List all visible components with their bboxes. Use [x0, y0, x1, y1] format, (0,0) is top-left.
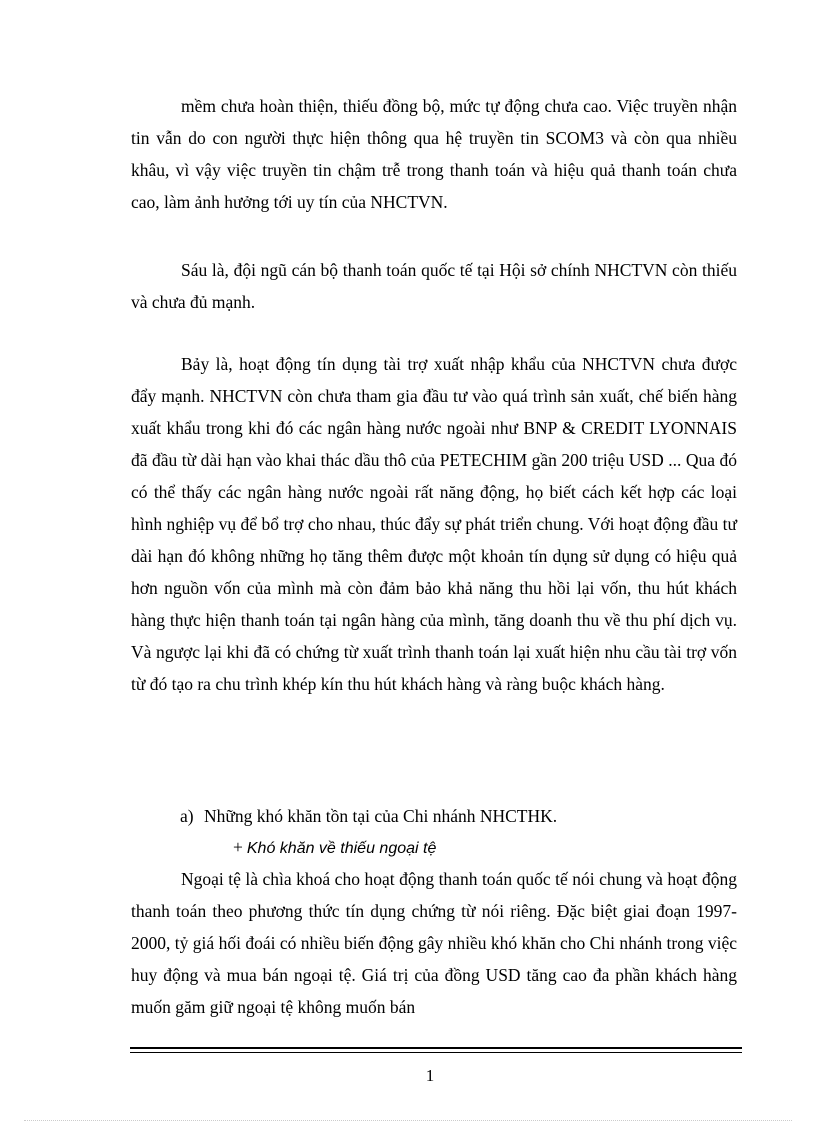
plus-marker: + [233, 837, 243, 857]
heading-text: Những khó khăn tồn tại của Chi nhánh NHCTHK. [204, 806, 558, 826]
sub-heading-ngoai-te [233, 831, 436, 865]
section-heading-a [180, 800, 557, 832]
sub-heading-text: Khó khăn về thiếu ngoại tệ [246, 840, 437, 857]
paragraph-sau-la [131, 254, 737, 318]
paragraph-text: Bảy là, hoạt động tín dụng tài trợ xuất nhập khẩu của NHCTVN chưa được đẩy mạnh. NHCTVN còn chưa tham gia đầu tư vào quá trình sản xuất, chế biến hàng xuất khẩu trong khi đó các ngân hàng nước ngoài như BNP & CREDIT LYONNAIS đã đầu từ dài hạn vào khai thác dầu thô của PETECHIM gần 200 triệu USD ... Qua đó có thể thấy các ngân hàng nước ngoài rất năng động, họ biết cách kết hợp các loại hình nghiệp vụ để bổ trợ cho nhau, thúc đẩy sự phát triển chung. Với hoạt động đầu tư dài hạn đó không những họ tăng thêm được một khoản tín dụng sử dụng có hiệu quả hơn nguồn vốn của mình mà còn đảm bảo khả năng thu hồi lại vốn, thu hút khách hàng thực hiện thanh toán tại ngân hàng của mình, tăng doanh thu về thu phí dịch vụ. Và ngược lại khi đã có chứng từ xuất trình thanh toán lại xuất hiện nhu cầu tài trợ vốn từ đó tạo ra chu trình khép kín thu hút khách hàng và ràng buộc khách hàng. [131, 354, 737, 694]
footer-double-rule [130, 1047, 742, 1053]
paragraph-text: Sáu là, đội ngũ cán bộ thanh toán quốc tế tại Hội sở chính NHCTVN còn thiếu và chưa đủ mạnh. [131, 260, 737, 312]
paragraph-text: Ngoại tệ là chìa khoá cho hoạt động thanh toán quốc tế nói chung và hoạt động thanh toán theo phương thức tín dụng chứng từ nói riêng. Đặc biệt giai đoạn 1997- 2000, tỷ giá hối đoái có nhiều biến động gây nhiều khó khăn cho Chi nhánh trong việc huy động và mua bán ngoại tệ. Giá trị của đồng USD tăng cao đa phần khách hàng muốn găm giữ ngoại tệ không muốn bán [131, 869, 737, 1017]
paragraph-text: mềm chưa hoàn thiện, thiếu đồng bộ, mức tự động chưa cao. Việc truyền nhận tin vẫn do con người thực hiện thông qua hệ truyền tin SCOM3 và còn qua nhiều khâu, vì vậy việc truyền tin chậm trễ trong thanh toán và hiệu quả thanh toán chưa cao, làm ảnh hưởng tới uy tín của NHCTVN. [131, 96, 737, 212]
paragraph-continuation [131, 90, 737, 218]
page-bottom-edge [24, 1120, 792, 1121]
paragraph-ngoai-te [131, 863, 737, 1023]
page-number: 1 [425, 1066, 435, 1085]
paragraph-bay-la [131, 348, 737, 700]
heading-marker: a) [180, 806, 194, 826]
